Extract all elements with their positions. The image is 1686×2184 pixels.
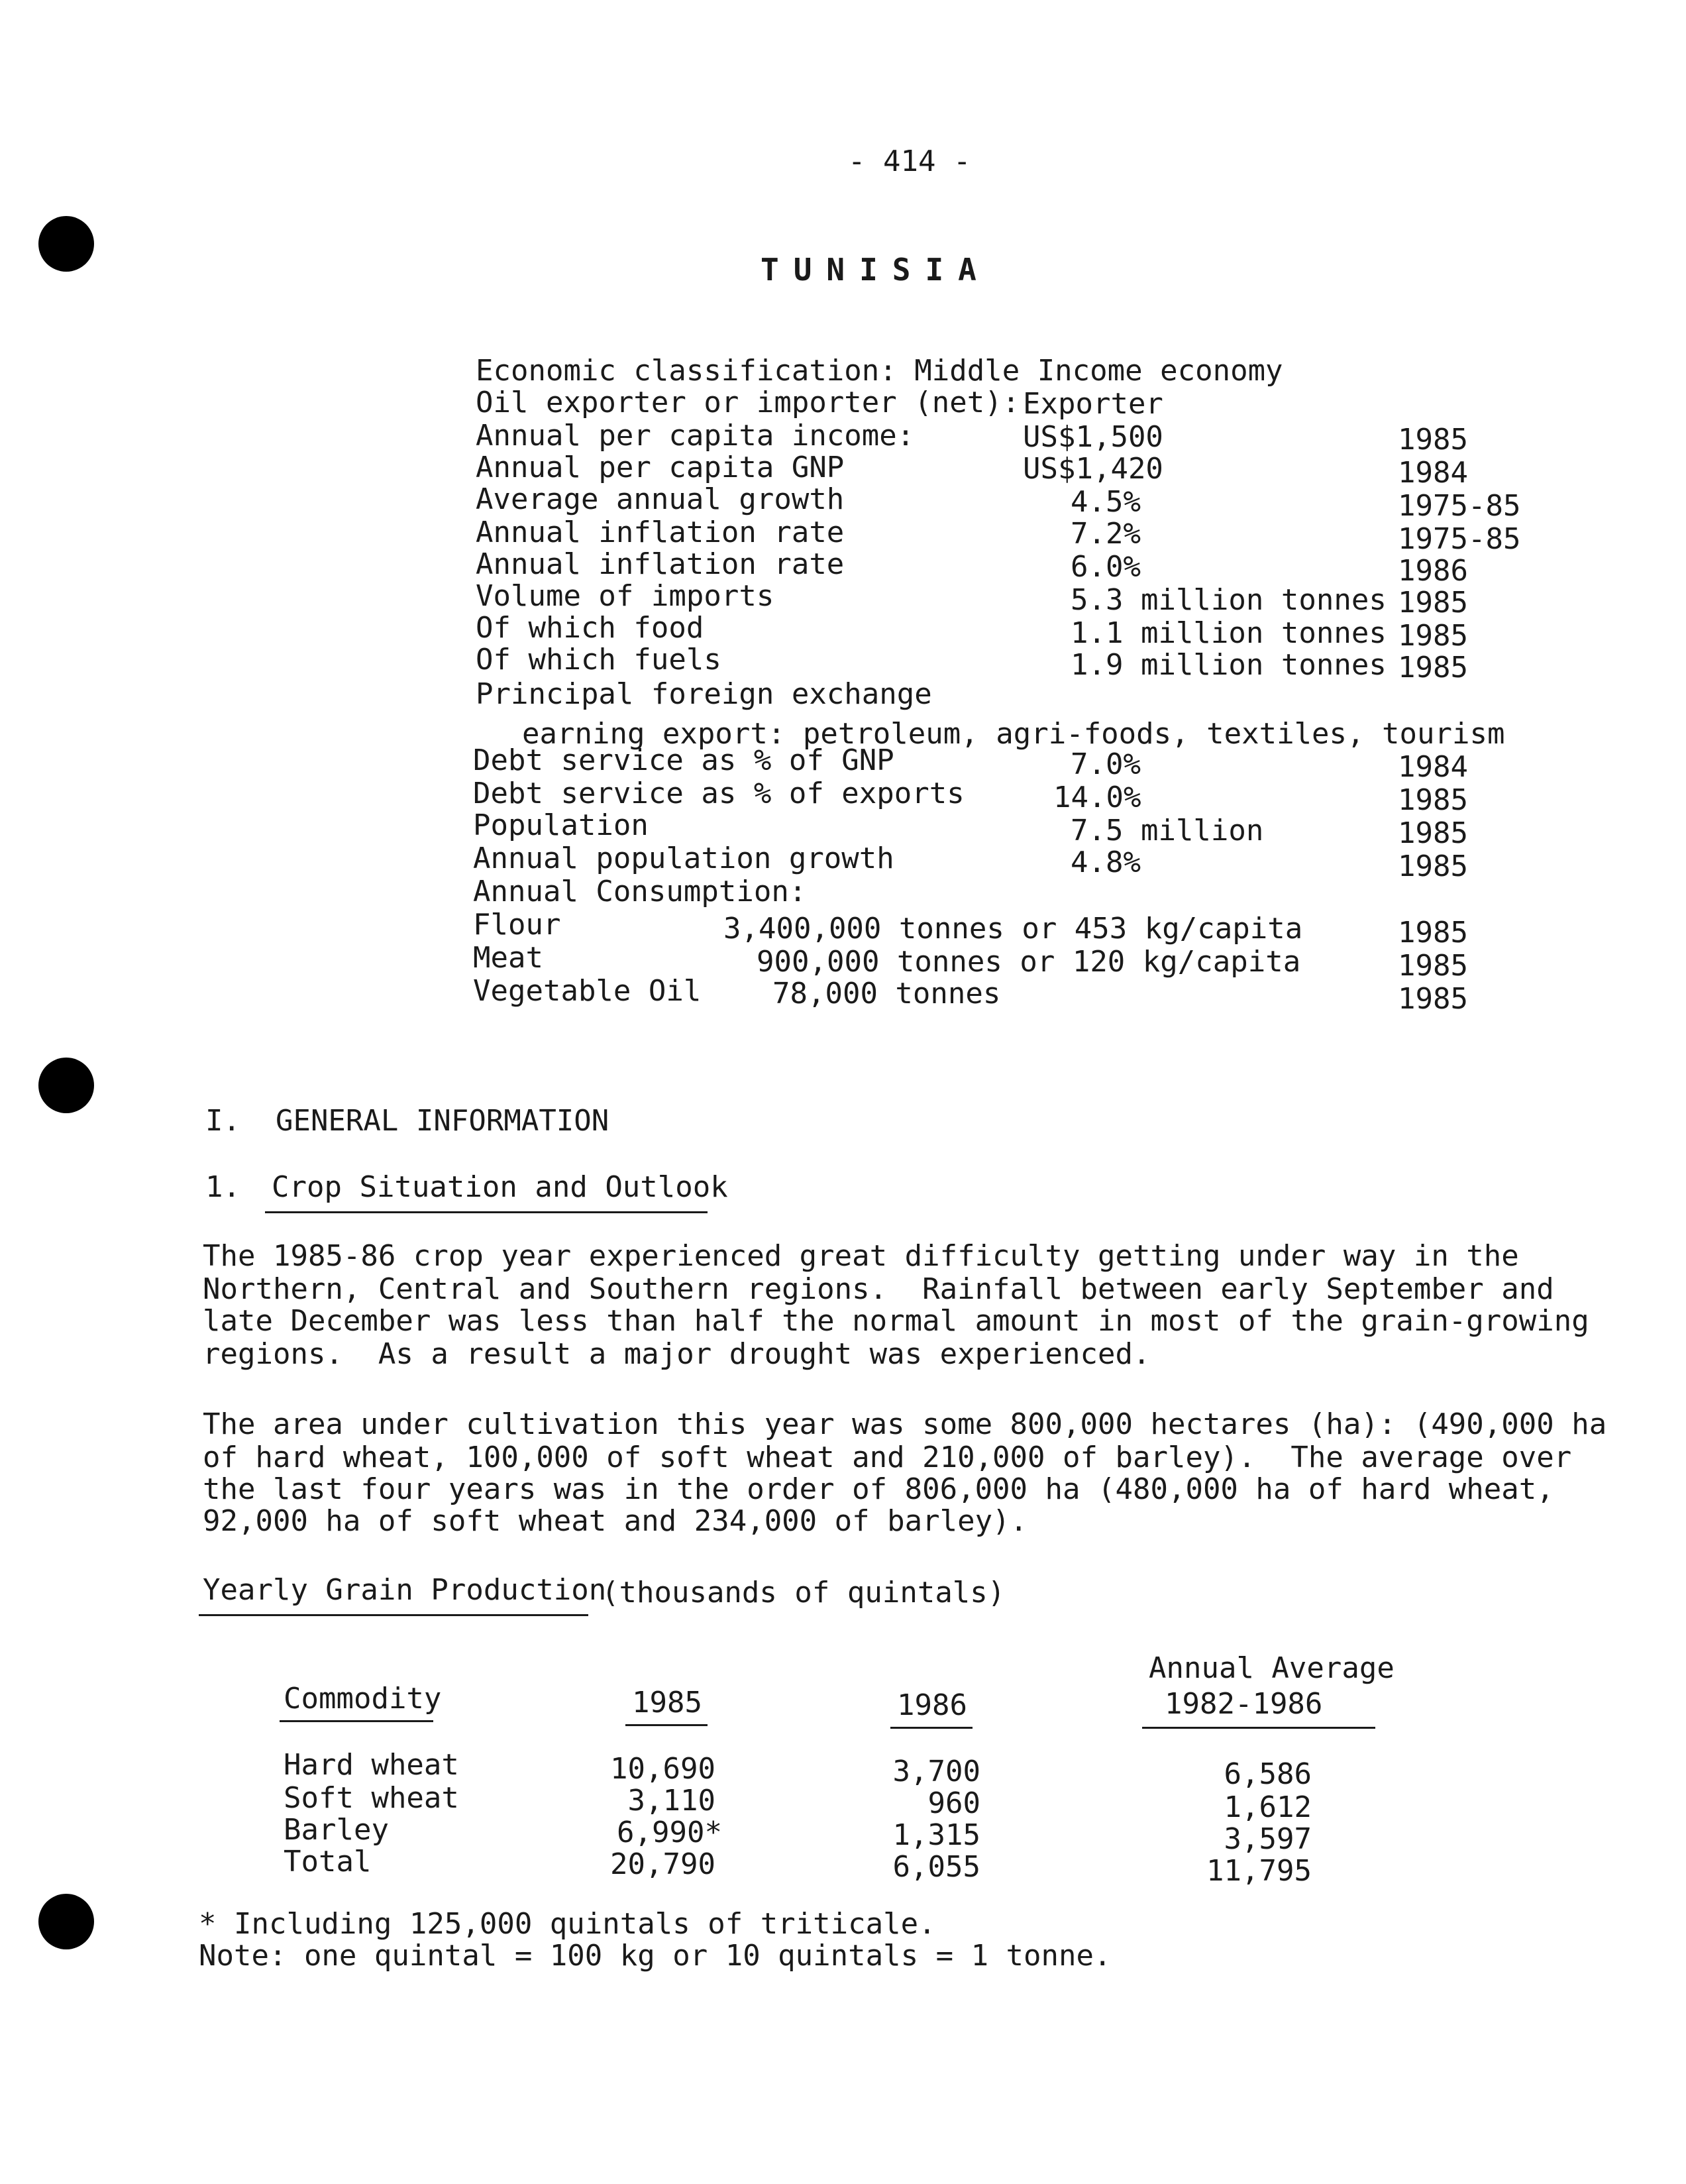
column-header-1986: 1986 xyxy=(897,1688,967,1722)
profile-year: 1975-85 xyxy=(1398,489,1521,523)
profile-year: 1984 xyxy=(1398,750,1468,784)
profile-value: 1.9 million tonnes xyxy=(1071,648,1387,682)
profile-value: US$1,420 xyxy=(1023,452,1163,486)
consumption-year: 1985 xyxy=(1398,949,1468,983)
consumption-amount: 3,400,000 tonnes or 453 kg/capita xyxy=(723,912,1303,946)
footnote: * Including 125,000 quintals of triticale. xyxy=(199,1907,936,1941)
profile-value: 7.2% xyxy=(1071,517,1141,551)
profile-label: Annual inflation rate xyxy=(476,547,845,581)
profile-label: Volume of imports xyxy=(476,579,774,613)
profile-year: 1985 xyxy=(1398,651,1468,684)
profile-year: 1985 xyxy=(1398,423,1468,457)
profile-label: Of which fuels xyxy=(476,643,721,677)
profile-label: Debt service as % of exports xyxy=(473,777,965,810)
profile-value: 7.0% xyxy=(1071,747,1141,781)
page-number: - 414 - xyxy=(848,144,971,178)
profile-value: 5.3 million tonnes xyxy=(1071,583,1387,617)
subsection-title-underline xyxy=(265,1211,708,1213)
column-header-commodity: Commodity xyxy=(284,1682,442,1716)
column-header-1985: 1985 xyxy=(632,1686,702,1720)
unit-note: Note: one quintal = 100 kg or 10 quintals = 1 tonne. xyxy=(199,1939,1112,1973)
table-cell-average: 11,795 xyxy=(1206,1854,1312,1888)
paragraph-line: 92,000 ha of soft wheat and 234,000 of barley). xyxy=(203,1504,1028,1538)
profile-label: Annual population growth xyxy=(473,842,894,875)
profile-year: 1985 xyxy=(1398,586,1468,620)
subsection-title: Crop Situation and Outlook xyxy=(272,1170,728,1204)
paragraph-line: The area under cultivation this year was some 800,000 hectares (ha): (490,000 ha xyxy=(203,1407,1607,1441)
table-cell-commodity: Hard wheat xyxy=(284,1748,459,1782)
consumption-year: 1985 xyxy=(1398,982,1468,1016)
consumption-item: Vegetable Oil xyxy=(473,974,702,1008)
profile-label: Annual per capita GNP xyxy=(476,451,845,484)
table-title: Yearly Grain Production xyxy=(203,1573,607,1607)
principal-fx-line2: earning export: petroleum, agri-foods, textiles, tourism xyxy=(522,717,1505,751)
profile-label: Population xyxy=(473,808,649,842)
header-underline xyxy=(280,1720,433,1722)
profile-value: 1.1 million tonnes xyxy=(1071,616,1387,650)
binder-hole-top xyxy=(38,216,94,272)
profile-value: US$1,500 xyxy=(1023,420,1163,454)
header-underline xyxy=(625,1724,708,1726)
profile-label: Annual inflation rate xyxy=(476,516,845,549)
header-underline xyxy=(1142,1727,1375,1729)
oil-value: Exporter xyxy=(1023,387,1163,421)
column-header-annual-average: Annual Average xyxy=(1149,1651,1395,1685)
consumption-amount: 900,000 tonnes or 120 kg/capita xyxy=(757,945,1301,979)
table-cell-1985: 10,690 xyxy=(610,1752,715,1786)
table-cell-1986: 960 xyxy=(927,1786,980,1820)
table-cell-average: 6,586 xyxy=(1224,1757,1312,1791)
table-cell-commodity: Total xyxy=(284,1845,372,1879)
paragraph-line: of hard wheat, 100,000 of soft wheat and 210,000 of barley). The average over xyxy=(203,1441,1572,1474)
table-unit: (thousands of quintals) xyxy=(602,1576,1006,1610)
binder-hole-bottom xyxy=(38,1894,94,1949)
table-cell-commodity: Soft wheat xyxy=(284,1781,459,1815)
profile-year: 1985 xyxy=(1398,783,1468,817)
header-underline xyxy=(890,1727,973,1729)
paragraph-line: regions. As a result a major drought was experienced. xyxy=(203,1337,1151,1371)
consumption-year: 1985 xyxy=(1398,916,1468,950)
profile-value: 7.5 million xyxy=(1071,814,1264,847)
profile-year: 1985 xyxy=(1398,849,1468,883)
table-cell-average: 3,597 xyxy=(1224,1822,1312,1856)
table-cell-commodity: Barley xyxy=(284,1813,389,1847)
consumption-item: Meat xyxy=(473,941,543,975)
table-cell-1985: 6,990* xyxy=(617,1816,722,1849)
table-cell-1985: 20,790 xyxy=(610,1847,715,1881)
table-cell-1986: 3,700 xyxy=(892,1755,980,1788)
principal-fx-line1: Principal foreign exchange xyxy=(476,677,932,711)
table-cell-1986: 6,055 xyxy=(892,1850,980,1884)
profile-label: Average annual growth xyxy=(476,482,845,516)
binder-hole-middle xyxy=(38,1058,94,1113)
profile-year: 1985 xyxy=(1398,619,1468,653)
country-title: TUNISIA xyxy=(761,252,991,288)
profile-value: 4.8% xyxy=(1071,846,1141,879)
profile-label: Annual per capita income: xyxy=(476,419,915,453)
column-header-period: 1982-1986 xyxy=(1165,1687,1323,1721)
consumption-heading: Annual Consumption: xyxy=(473,875,807,908)
paragraph-line: Northern, Central and Southern regions. Rainfall between early September and xyxy=(203,1272,1554,1306)
consumption-item: Flour xyxy=(473,908,561,942)
profile-year: 1985 xyxy=(1398,816,1468,850)
table-title-underline xyxy=(199,1614,588,1616)
subsection-number: 1. xyxy=(205,1170,240,1204)
section-heading: I. GENERAL INFORMATION xyxy=(205,1104,609,1138)
economic-classification: Economic classification: Middle Income economy xyxy=(476,354,1283,388)
paragraph-line: The 1985-86 crop year experienced great difficulty getting under way in the xyxy=(203,1239,1519,1273)
profile-label: Debt service as % of GNP xyxy=(473,743,894,777)
profile-label: Of which food xyxy=(476,611,704,645)
table-cell-1985: 3,110 xyxy=(627,1784,715,1818)
paragraph-line: the last four years was in the order of 806,000 ha (480,000 ha of hard wheat, xyxy=(203,1472,1554,1506)
profile-value: 14.0% xyxy=(1053,781,1141,814)
consumption-amount: 78,000 tonnes xyxy=(772,977,1001,1010)
paragraph-line: late December was less than half the normal amount in most of the grain-growing xyxy=(203,1304,1589,1338)
profile-value: 4.5% xyxy=(1071,485,1141,519)
oil-label: Oil exporter or importer (net): xyxy=(476,386,1020,419)
profile-year: 1986 xyxy=(1398,554,1468,588)
profile-year: 1975-85 xyxy=(1398,522,1521,556)
profile-value: 6.0% xyxy=(1071,550,1141,584)
profile-year: 1984 xyxy=(1398,456,1468,490)
table-cell-average: 1,612 xyxy=(1224,1790,1312,1824)
table-cell-1986: 1,315 xyxy=(892,1818,980,1852)
